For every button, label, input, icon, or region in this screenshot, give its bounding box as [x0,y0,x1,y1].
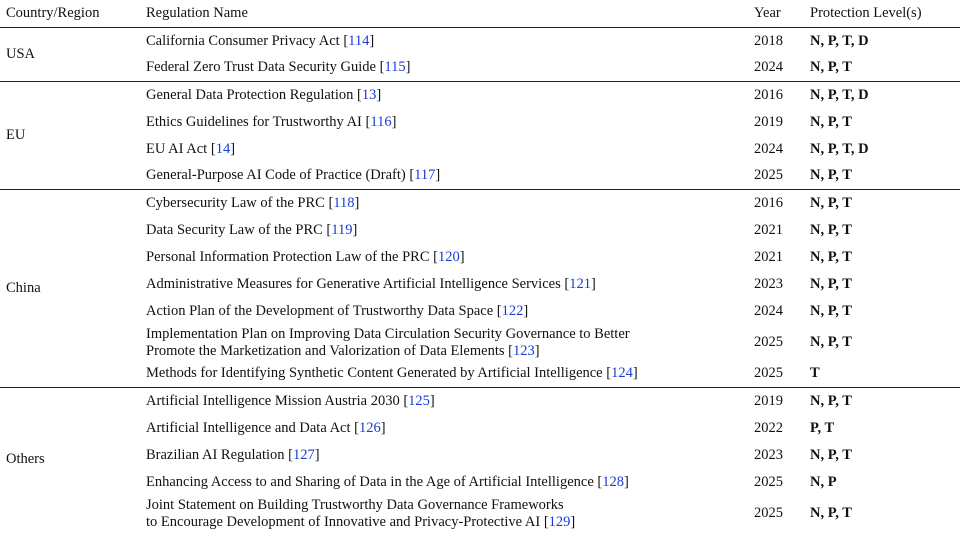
protection-level-cell: N, P, T, D [810,140,869,157]
regulation-name-cell [142,244,754,271]
regulation-name: Action Plan of the Development of Trustworthy Data Space [122] [146,302,529,319]
table-row [0,469,960,496]
year-cell: 2016 [754,82,810,109]
citation-link[interactable]: 116 [370,113,392,130]
citation-link[interactable]: 124 [611,365,633,382]
regulation-name-cell [142,163,754,190]
citation-link[interactable]: 114 [348,32,370,49]
regulation-name-cell [142,496,754,532]
regulation-name: California Consumer Privacy Act [114] [146,32,375,49]
year-cell: 2016 [754,190,810,217]
year-cell: 2022 [754,419,783,436]
region-cell: USA [0,28,142,82]
year-cell: 2021 [754,248,783,265]
regulation-name: Data Security Law of the PRC [119] [146,221,358,238]
regulation-name-cell [142,361,754,388]
year-cell: 2025 [754,167,783,184]
regulation-name-cell [142,271,754,298]
citation-link[interactable]: 121 [569,275,591,292]
regulation-name-cell [142,136,754,163]
regulation-name-text: General Data Protection Regulation [146,86,354,103]
regulation-name: Cybersecurity Law of the PRC [118] [146,194,360,211]
regulation-name-text: Joint Statement on Building Trustworthy Data Governance Frameworks [146,497,564,513]
region-cell: Others [0,388,142,532]
regulation-name-cell [142,109,754,136]
region-cell: China [0,190,142,388]
protection-level-cell: N, P, T [810,248,852,265]
table-row [0,388,960,415]
protection-level-cell: N, P, T [810,167,852,184]
citation-link[interactable]: 13 [361,86,377,103]
regulation-name: General-Purpose AI Code of Practice (Draft) [117] [146,167,441,184]
protection-level-cell: N, P, T [810,388,960,415]
regulation-name-text: General-Purpose AI Code of Practice (Draft) [146,167,406,184]
year-cell: 2018 [754,28,810,55]
table-row [0,361,960,388]
protection-level-cell: T [810,365,820,382]
table-row [0,496,960,532]
regulation-name-line2: to Encourage Development of Innovative and Privacy-Protective AI [129] [146,514,576,530]
citation-link[interactable]: 115 [384,59,406,76]
regulation-name: Methods for Identifying Synthetic Content Generated by Artificial Intelligence [124] [146,365,638,382]
regulation-name: Administrative Measures for Generative Artificial Intelligence Services [121] [146,275,596,292]
regulation-name-line2: Promote the Marketization and Valorization of Data Elements [123] [146,343,540,359]
regulation-name-text: Implementation Plan on Improving Data Circulation Security Governance to Better [146,326,630,342]
year-cell: 2023 [754,275,783,292]
year-cell: 2025 [754,334,783,350]
regulation-name-text: Personal Information Protection Law of the PRC [146,248,430,265]
citation-link[interactable]: 119 [331,221,353,238]
regulation-name: Ethics Guidelines for Trustworthy AI [116] [146,113,397,130]
year-cell: 2025 [754,473,783,490]
regulation-name-cell [142,388,754,415]
table-row [0,298,960,325]
protection-level-cell: N, P, T [810,446,852,463]
regulation-name: Enhancing Access to and Sharing of Data in the Age of Artificial Intelligence [128] [146,473,629,490]
protection-level-cell: N, P, T [810,113,852,130]
header-year: Year [754,0,810,28]
regulation-name-text: EU AI Act [146,140,208,157]
citation-link[interactable]: 129 [548,514,571,530]
regulation-name-cell [142,325,754,361]
year-cell: 2023 [754,446,783,463]
protection-level-cell: N, P, T [810,275,852,292]
protection-level-cell: N, P, T, D [810,82,960,109]
regulation-name-text: Cybersecurity Law of the PRC [146,194,325,211]
table-row [0,190,960,217]
regulation-name-cell [142,298,754,325]
table-row [0,55,960,82]
regulation-name-cell [142,82,754,109]
header-row [0,0,960,28]
protection-level-cell: N, P, T [810,334,852,350]
citation-link[interactable]: 128 [602,473,624,490]
year-cell: 2024 [754,140,783,157]
table-row [0,217,960,244]
year-cell: 2019 [754,388,810,415]
header-protection: Protection Level(s) [810,0,960,28]
protection-level-cell: P, T [810,419,835,436]
regulation-name-text: Action Plan of the Development of Trustworthy Data Space [146,302,494,319]
regulation-name: Brazilian AI Regulation [127] [146,446,320,463]
citation-link[interactable]: 127 [293,446,315,463]
year-cell: 2019 [754,113,783,130]
regulation-name [146,326,754,359]
regulation-name-text: Brazilian AI Regulation [146,446,285,463]
header-country: Country/Region [0,0,142,28]
regulation-name: Federal Zero Trust Data Security Guide [115] [146,59,411,76]
protection-level-cell: N, P, T [810,302,852,319]
table-row [0,28,960,55]
regulation-name-text: Ethics Guidelines for Trustworthy AI [146,113,362,130]
regulation-name: Artificial Intelligence and Data Act [126] [146,419,386,436]
protection-level-cell: N, P, T, D [810,28,960,55]
regulation-name-text: Data Security Law of the PRC [146,221,323,238]
regulation-name-text-2: to Encourage Development of Innovative and Privacy-Protective AI [146,514,541,530]
regulation-name-text: Methods for Identifying Synthetic Content Generated by Artificial Intelligence [146,365,603,382]
year-cell: 2025 [754,505,783,521]
regulation-name-text-2: Promote the Marketization and Valorization of Data Elements [146,343,505,359]
regulation-name-text: Administrative Measures for Generative Artificial Intelligence Services [146,275,561,292]
year-cell: 2021 [754,221,783,238]
regulation-name-cell [142,442,754,469]
regulation-name-text: Federal Zero Trust Data Security Guide [146,59,376,76]
citation-link[interactable]: 122 [501,302,524,319]
year-cell: 2024 [754,302,783,319]
header-regulation: Regulation Name [142,0,754,28]
regulation-name-text: California Consumer Privacy Act [146,32,340,49]
table-row [0,109,960,136]
regulation-name-cell [142,415,754,442]
citation-link[interactable]: 120 [437,248,460,265]
regulation-name-text: Enhancing Access to and Sharing of Data in the Age of Artificial Intelligence [146,473,594,490]
citation-link[interactable]: 118 [333,194,355,211]
table-row [0,82,960,109]
citation-link[interactable]: 117 [414,167,436,184]
citation-link[interactable]: 14 [215,140,231,157]
table-row [0,325,960,361]
regulation-name-cell [142,217,754,244]
table-row [0,136,960,163]
regulation-name-text: Artificial Intelligence and Data Act [146,419,351,436]
protection-level-cell: N, P, T [810,190,960,217]
table-row [0,442,960,469]
regulation-name: Personal Information Protection Law of the PRC [120] [146,248,465,265]
table-row [0,244,960,271]
table-row [0,163,960,190]
regulation-name-cell [142,55,754,82]
regulation-name: General Data Protection Regulation [13] [146,86,382,103]
year-cell: 2025 [754,365,783,382]
table-row [0,415,960,442]
regulation-name: EU AI Act [14] [146,140,236,157]
protection-level-cell: N, P [810,473,837,490]
protection-level-cell: N, P, T [810,505,852,521]
table-body [0,28,960,532]
protection-level-cell: N, P, T [810,59,852,76]
regulation-name-text: Artificial Intelligence Mission Austria 2030 [146,392,400,409]
regulation-name-cell [142,28,754,55]
protection-level-cell: N, P, T [810,221,852,238]
region-cell: EU [0,82,142,190]
regulation-name: Artificial Intelligence Mission Austria 2030 [125] [146,392,435,409]
regulation-name [146,497,754,530]
citation-link[interactable]: 125 [408,392,430,409]
citation-link[interactable]: 123 [512,343,535,359]
year-cell: 2024 [754,59,783,76]
table-row [0,271,960,298]
regulation-name-cell [142,469,754,496]
citation-link[interactable]: 126 [359,419,381,436]
regulation-name-cell [142,190,754,217]
